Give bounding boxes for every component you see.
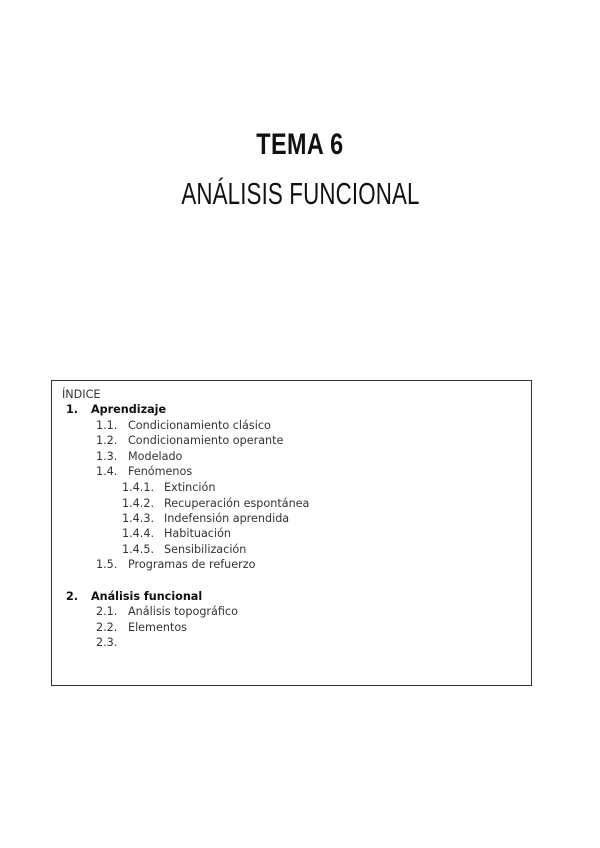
- page-title-text: TEMA 6: [256, 128, 344, 161]
- toc-number: 1.4.1.: [122, 481, 155, 494]
- toc-label: Condicionamiento clásico: [128, 419, 271, 432]
- toc-number: 2.1.: [96, 605, 118, 618]
- toc-label: Programas de refuerzo: [128, 558, 256, 571]
- toc-number: 1.: [66, 403, 79, 416]
- toc-label: Análisis topográfico: [128, 605, 238, 618]
- toc-label: Habituación: [164, 527, 232, 540]
- toc-number: 1.2.: [96, 434, 118, 447]
- toc-number: 1.3.: [96, 450, 118, 463]
- toc-heading: ÍNDICE: [62, 388, 101, 401]
- toc-number: 2.2.: [96, 621, 118, 634]
- toc-label: Fenómenos: [128, 465, 193, 478]
- toc-number: 1.4.: [96, 465, 118, 478]
- toc-number: 1.1.: [96, 419, 118, 432]
- toc-number: 1.4.2.: [122, 497, 155, 510]
- toc-number: 1.5.: [96, 558, 118, 571]
- page-title: [0, 128, 600, 162]
- toc-label: Modelado: [128, 450, 183, 463]
- table-of-contents: [51, 380, 532, 686]
- toc-label: Condicionamiento operante: [128, 434, 284, 447]
- toc-number: 1.4.3.: [122, 512, 155, 525]
- toc-label: Extinción: [164, 481, 216, 494]
- toc-number: 1.4.4.: [122, 527, 155, 540]
- page-subtitle-text: ANÁLISIS FUNCIONAL: [180, 176, 420, 211]
- toc-label: Análisis funcional: [91, 590, 203, 603]
- toc-label: Sensibilización: [164, 543, 247, 556]
- toc-label: Recuperación espontánea: [164, 497, 310, 510]
- page-subtitle: [0, 176, 600, 212]
- toc-label: Aprendizaje: [91, 403, 167, 416]
- toc-number: 2.3.: [96, 636, 118, 649]
- toc-number: 2.: [66, 590, 79, 603]
- toc-label: Elementos: [128, 621, 187, 634]
- toc-label: Indefensión aprendida: [164, 512, 290, 525]
- toc-number: 1.4.5.: [122, 543, 155, 556]
